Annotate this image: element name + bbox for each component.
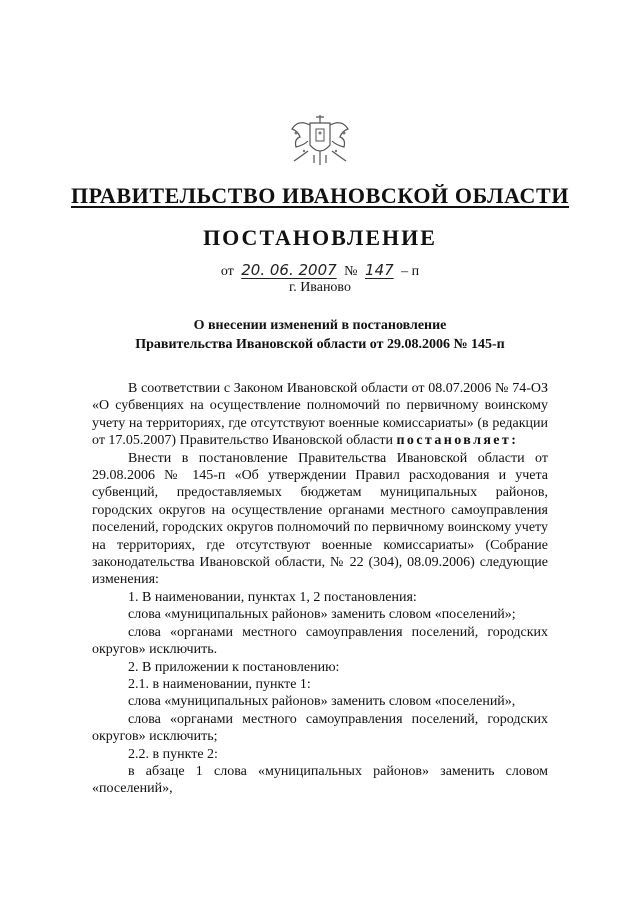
number-suffix: – п xyxy=(401,264,420,279)
handwritten-number: 147 xyxy=(365,261,394,279)
handwritten-date: 20. 06. 2007 xyxy=(241,261,337,279)
preamble-text: В соответствии с Законом Ивановской области от 08.07.2006 № 74-ОЗ «О субвенциях на осуществление полномочий по первичному воинскому учету на территориях, где отсутствуют военные комиссариаты» (в редакции от 17.05.2007) Правительство Ивановской области xyxy=(92,381,548,449)
subject-line-2: Правительства Ивановской области от 29.08.2006 № 145-п xyxy=(135,337,505,352)
item-1: 1. В наименовании, пунктах 1, 2 постановления: xyxy=(128,589,417,605)
number-prefix: № xyxy=(344,264,358,279)
subject-line-1: О внесении изменений в постановление xyxy=(193,318,447,333)
date-prefix: от xyxy=(220,264,234,279)
item-2-2: 2.2. в пункте 2: xyxy=(128,746,218,762)
item-1-a: слова «муниципальных районов» заменить словом «поселений»; xyxy=(128,607,516,623)
document-body xyxy=(92,380,548,798)
coat-of-arms-icon xyxy=(286,111,354,167)
document-subject xyxy=(0,316,640,354)
city: г. Иваново xyxy=(289,280,351,295)
item-2-1-a: слова «муниципальных районов» заменить словом «поселений», xyxy=(128,694,516,710)
government-title: ПРАВИТЕЛЬСТВО ИВАНОВСКОЙ ОБЛАСТИ xyxy=(70,183,570,208)
main-paragraph: Внести в постановление Правительства Ивановской области от 29.08.2006 № 145-п «Об утверждении Правил расходования и учета субвенций, предоставляемых бюджетам муниципальных районов, городских округов на осуществление органами местного самоуправления поселений, городских округов полномочий по первичному воинскому учету на территориях, где отсутствуют военные комиссариаты» (Собрание законодательства Ивановской области, № 22 (304), 08.09.2006) следующие изменения: xyxy=(92,450,548,588)
item-2-1: 2.1. в наименовании, пункте 1: xyxy=(128,676,311,692)
item-2-1-b: слова «органами местного самоуправления поселений, городских округов» исключить; xyxy=(92,711,548,745)
document-type: ПОСТАНОВЛЕНИЕ xyxy=(203,225,437,250)
item-2-2-a: в абзаце 1 слова «муниципальных районов» заменить словом «поселений», xyxy=(92,763,548,797)
item-2: 2. В приложении к постановлению: xyxy=(128,659,340,675)
resolves-word: постановляет: xyxy=(396,433,519,449)
preamble-paragraph xyxy=(92,380,548,450)
item-1-b: слова «органами местного самоуправления поселений, городских округов» исключить. xyxy=(92,624,548,658)
date-number-line xyxy=(0,261,640,280)
